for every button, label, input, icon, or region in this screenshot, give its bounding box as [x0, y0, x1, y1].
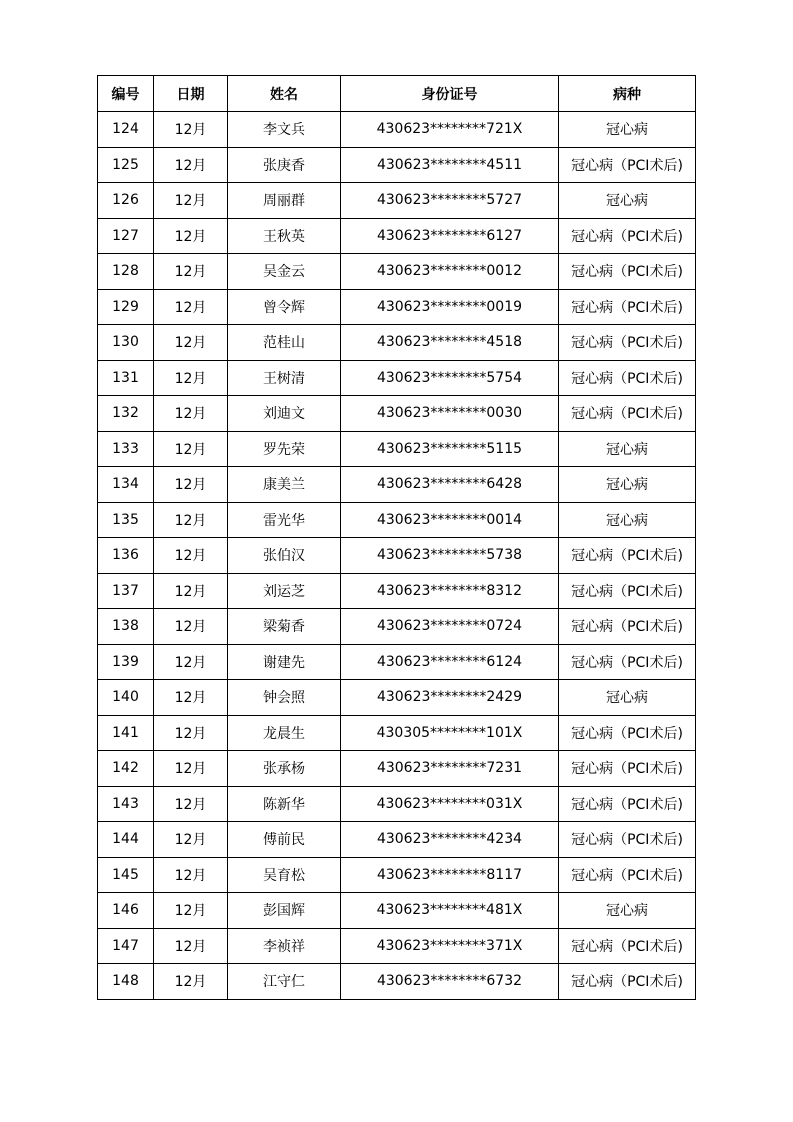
patient-table-sheet — [97, 75, 695, 1000]
cell-disease: 冠心病 — [559, 502, 696, 538]
cell-id-card: 430623********8312 — [341, 573, 559, 609]
table-body — [98, 112, 696, 1000]
cell-date: 12月 — [154, 609, 228, 645]
column-header-number: 编号 — [98, 76, 154, 112]
cell-id-card: 430623********4234 — [341, 822, 559, 858]
column-header-id-card: 身份证号 — [341, 76, 559, 112]
cell-name: 康美兰 — [228, 467, 341, 503]
cell-number: 126 — [98, 183, 154, 219]
cell-number: 132 — [98, 396, 154, 432]
cell-name: 吴育松 — [228, 857, 341, 893]
cell-name: 陈新华 — [228, 786, 341, 822]
table-row — [98, 289, 696, 325]
cell-date: 12月 — [154, 928, 228, 964]
cell-number: 143 — [98, 786, 154, 822]
table-row — [98, 573, 696, 609]
cell-number: 137 — [98, 573, 154, 609]
table-row — [98, 396, 696, 432]
cell-date: 12月 — [154, 964, 228, 1000]
cell-id-card: 430623********0012 — [341, 254, 559, 290]
cell-id-card: 430623********0030 — [341, 396, 559, 432]
table-row — [98, 431, 696, 467]
cell-name: 张庚香 — [228, 147, 341, 183]
cell-id-card: 430623********4518 — [341, 325, 559, 361]
cell-date: 12月 — [154, 893, 228, 929]
cell-name: 王秋英 — [228, 218, 341, 254]
cell-number: 128 — [98, 254, 154, 290]
cell-disease: 冠心病（PCI术后) — [559, 609, 696, 645]
cell-name: 范桂山 — [228, 325, 341, 361]
cell-date: 12月 — [154, 538, 228, 574]
cell-id-card: 430623********0724 — [341, 609, 559, 645]
cell-name: 梁菊香 — [228, 609, 341, 645]
cell-number: 142 — [98, 751, 154, 787]
table-row — [98, 254, 696, 290]
cell-name: 江守仁 — [228, 964, 341, 1000]
cell-date: 12月 — [154, 183, 228, 219]
cell-date: 12月 — [154, 680, 228, 716]
cell-date: 12月 — [154, 502, 228, 538]
cell-number: 140 — [98, 680, 154, 716]
table-row — [98, 112, 696, 148]
cell-id-card: 430623********5115 — [341, 431, 559, 467]
table-row — [98, 218, 696, 254]
cell-disease: 冠心病（PCI术后) — [559, 396, 696, 432]
cell-disease: 冠心病（PCI术后) — [559, 857, 696, 893]
table-row — [98, 928, 696, 964]
cell-name: 雷光华 — [228, 502, 341, 538]
table-row — [98, 822, 696, 858]
cell-disease: 冠心病（PCI术后) — [559, 147, 696, 183]
cell-id-card: 430623********5738 — [341, 538, 559, 574]
cell-date: 12月 — [154, 289, 228, 325]
table-row — [98, 644, 696, 680]
cell-name: 龙晨生 — [228, 715, 341, 751]
cell-disease: 冠心病（PCI术后) — [559, 360, 696, 396]
cell-disease: 冠心病（PCI术后) — [559, 538, 696, 574]
cell-number: 129 — [98, 289, 154, 325]
cell-date: 12月 — [154, 112, 228, 148]
cell-disease: 冠心病 — [559, 893, 696, 929]
cell-number: 146 — [98, 893, 154, 929]
cell-id-card: 430623********0019 — [341, 289, 559, 325]
cell-disease: 冠心病 — [559, 467, 696, 503]
cell-number: 131 — [98, 360, 154, 396]
cell-number: 130 — [98, 325, 154, 361]
table-row — [98, 325, 696, 361]
table-row — [98, 183, 696, 219]
cell-id-card: 430305********101X — [341, 715, 559, 751]
cell-disease: 冠心病 — [559, 431, 696, 467]
cell-id-card: 430623********0014 — [341, 502, 559, 538]
cell-number: 127 — [98, 218, 154, 254]
cell-id-card: 430623********4511 — [341, 147, 559, 183]
cell-date: 12月 — [154, 786, 228, 822]
cell-number: 148 — [98, 964, 154, 1000]
cell-disease: 冠心病（PCI术后) — [559, 325, 696, 361]
cell-date: 12月 — [154, 644, 228, 680]
cell-name: 刘迪文 — [228, 396, 341, 432]
cell-number: 147 — [98, 928, 154, 964]
table-row — [98, 964, 696, 1000]
cell-date: 12月 — [154, 857, 228, 893]
cell-date: 12月 — [154, 360, 228, 396]
cell-id-card: 430623********031X — [341, 786, 559, 822]
cell-number: 136 — [98, 538, 154, 574]
cell-number: 133 — [98, 431, 154, 467]
table-row — [98, 680, 696, 716]
cell-disease: 冠心病（PCI术后) — [559, 573, 696, 609]
table-row — [98, 609, 696, 645]
column-header-date: 日期 — [154, 76, 228, 112]
cell-disease: 冠心病（PCI术后) — [559, 822, 696, 858]
cell-name: 曾令辉 — [228, 289, 341, 325]
cell-disease: 冠心病（PCI术后) — [559, 928, 696, 964]
cell-name: 傅前民 — [228, 822, 341, 858]
cell-id-card: 430623********6127 — [341, 218, 559, 254]
cell-number: 125 — [98, 147, 154, 183]
cell-date: 12月 — [154, 147, 228, 183]
cell-date: 12月 — [154, 254, 228, 290]
cell-id-card: 430623********2429 — [341, 680, 559, 716]
cell-name: 李文兵 — [228, 112, 341, 148]
cell-name: 吴金云 — [228, 254, 341, 290]
cell-name: 张承杨 — [228, 751, 341, 787]
table-row — [98, 893, 696, 929]
cell-number: 141 — [98, 715, 154, 751]
cell-name: 谢建先 — [228, 644, 341, 680]
cell-name: 周丽群 — [228, 183, 341, 219]
table-row — [98, 467, 696, 503]
cell-id-card: 430623********5754 — [341, 360, 559, 396]
table-row — [98, 751, 696, 787]
cell-number: 145 — [98, 857, 154, 893]
cell-name: 钟会照 — [228, 680, 341, 716]
cell-id-card: 430623********6732 — [341, 964, 559, 1000]
cell-disease: 冠心病（PCI术后) — [559, 715, 696, 751]
cell-name: 罗先荣 — [228, 431, 341, 467]
cell-id-card: 430623********6124 — [341, 644, 559, 680]
cell-date: 12月 — [154, 325, 228, 361]
cell-date: 12月 — [154, 715, 228, 751]
cell-number: 139 — [98, 644, 154, 680]
cell-disease: 冠心病 — [559, 112, 696, 148]
table-header-row — [98, 76, 696, 112]
cell-date: 12月 — [154, 573, 228, 609]
patient-table — [97, 75, 696, 1000]
table-row — [98, 502, 696, 538]
cell-disease: 冠心病（PCI术后) — [559, 786, 696, 822]
cell-id-card: 430623********8117 — [341, 857, 559, 893]
cell-number: 124 — [98, 112, 154, 148]
cell-disease: 冠心病 — [559, 680, 696, 716]
table-row — [98, 360, 696, 396]
cell-name: 张伯汉 — [228, 538, 341, 574]
cell-date: 12月 — [154, 751, 228, 787]
cell-name: 王树清 — [228, 360, 341, 396]
table-row — [98, 715, 696, 751]
column-header-disease: 病种 — [559, 76, 696, 112]
cell-date: 12月 — [154, 396, 228, 432]
cell-number: 138 — [98, 609, 154, 645]
cell-disease: 冠心病（PCI术后) — [559, 289, 696, 325]
cell-name: 刘运芝 — [228, 573, 341, 609]
table-row — [98, 538, 696, 574]
cell-id-card: 430623********7231 — [341, 751, 559, 787]
cell-id-card: 430623********371X — [341, 928, 559, 964]
table-row — [98, 786, 696, 822]
cell-date: 12月 — [154, 431, 228, 467]
cell-date: 12月 — [154, 822, 228, 858]
column-header-name: 姓名 — [228, 76, 341, 112]
cell-id-card: 430623********481X — [341, 893, 559, 929]
cell-disease: 冠心病 — [559, 183, 696, 219]
cell-number: 135 — [98, 502, 154, 538]
cell-disease: 冠心病（PCI术后) — [559, 644, 696, 680]
table-row — [98, 147, 696, 183]
cell-date: 12月 — [154, 218, 228, 254]
cell-name: 彭国辉 — [228, 893, 341, 929]
cell-date: 12月 — [154, 467, 228, 503]
table-row — [98, 857, 696, 893]
cell-disease: 冠心病（PCI术后) — [559, 218, 696, 254]
cell-id-card: 430623********5727 — [341, 183, 559, 219]
cell-id-card: 430623********6428 — [341, 467, 559, 503]
cell-disease: 冠心病（PCI术后) — [559, 964, 696, 1000]
cell-number: 134 — [98, 467, 154, 503]
cell-id-card: 430623********721X — [341, 112, 559, 148]
cell-disease: 冠心病（PCI术后) — [559, 254, 696, 290]
cell-number: 144 — [98, 822, 154, 858]
cell-name: 李祯祥 — [228, 928, 341, 964]
cell-disease: 冠心病（PCI术后) — [559, 751, 696, 787]
